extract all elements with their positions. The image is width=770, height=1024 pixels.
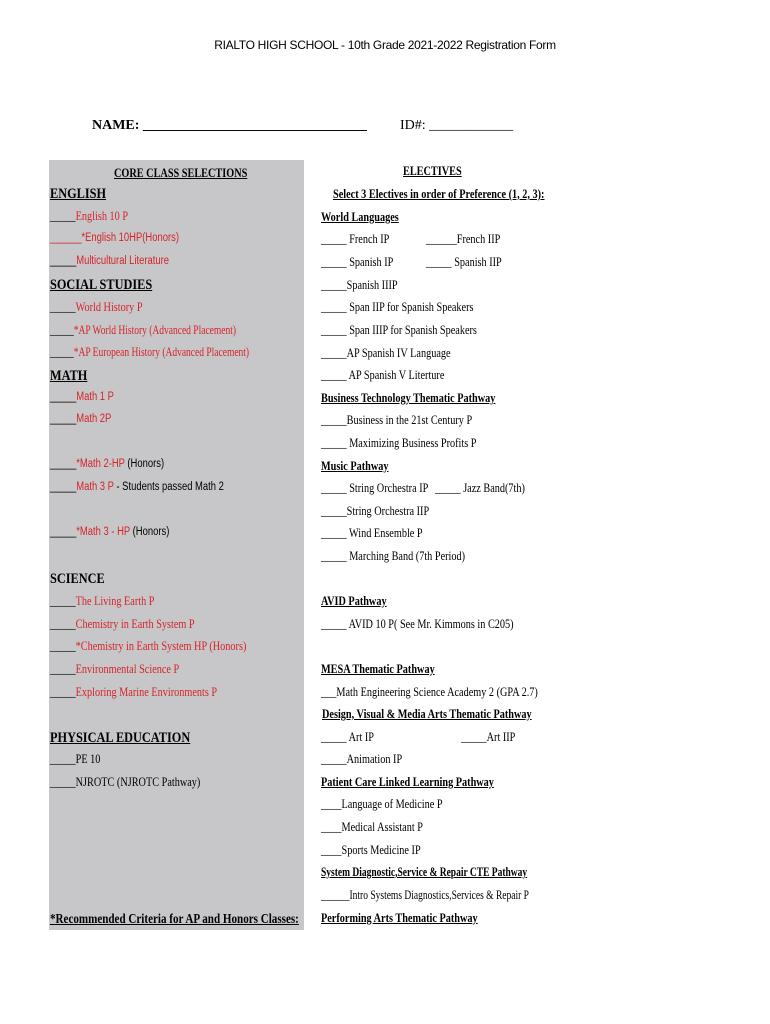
social-option[interactable]: _____World History P	[50, 300, 143, 314]
performing-arts-pathway-header: Performing Arts Thematic Pathway	[321, 911, 478, 925]
elective-option[interactable]: _____Spanish IIIP	[321, 278, 398, 292]
elective-option[interactable]: ____Sports Medicine IP	[321, 843, 421, 857]
elective-option[interactable]: _____ Span IIP for Spanish Speakers	[321, 300, 474, 314]
science-option[interactable]: _____*Chemistry in Earth System HP (Honors)	[50, 639, 247, 653]
music-pathway-header: Music Pathway	[321, 459, 389, 473]
science-option[interactable]: _____Exploring Marine Environments P	[50, 685, 218, 699]
science-option[interactable]: _____Chemistry in Earth System P	[50, 617, 195, 631]
math-option[interactable]: _____*Math 3 - HP (Honors)	[50, 526, 170, 538]
math-option[interactable]: _____*Math 2-HP (Honors)	[50, 458, 165, 470]
elective-option[interactable]: _____AP Spanish IV Language	[321, 346, 451, 360]
pe-header: PHYSICAL EDUCATION	[50, 730, 191, 746]
electives-instruction: Select 3 Electives in order of Preference (1, 2, 3):	[333, 187, 545, 201]
elective-option[interactable]: _____Business in the 21st Century P	[321, 413, 473, 427]
elective-option[interactable]: _____Art IIP	[461, 730, 516, 744]
english-option[interactable]: _____Multicultural Literature	[50, 255, 170, 267]
elective-option[interactable]: _____ AVID 10 P( See Mr. Kimmons in C205)	[321, 617, 514, 631]
elective-option[interactable]: ____Medical Assistant P	[321, 820, 423, 834]
social-option[interactable]: _____*AP European History (Advanced Placement)	[50, 345, 250, 359]
core-heading: CORE CLASS SELECTIONS	[114, 166, 248, 180]
mesa-pathway-header: MESA Thematic Pathway	[321, 662, 435, 676]
elective-option[interactable]: _____Animation IP	[321, 752, 403, 766]
elective-option[interactable]: ______French IIP	[426, 232, 501, 246]
elective-option[interactable]: _____ Marching Band (7th Period)	[321, 549, 466, 563]
patient-care-pathway-header: Patient Care Linked Learning Pathway	[321, 775, 494, 789]
system-diagnostic-pathway-header: System Diagnostic,Service & Repair CTE Pathway	[321, 865, 528, 879]
elective-option[interactable]: _____ String Orchestra IP	[321, 481, 429, 495]
elective-option[interactable]: _____ Wind Ensemble P	[321, 526, 423, 540]
math-option[interactable]: _____Math 3 P - Students passed Math 2	[50, 481, 224, 493]
social-option[interactable]: _____*AP World History (Advanced Placement)	[50, 323, 237, 337]
elective-option[interactable]: _____String Orchestra IIP	[321, 504, 430, 518]
avid-pathway-header: AVID Pathway	[321, 594, 387, 608]
english-option[interactable]: _____English 10 P	[50, 209, 129, 223]
elective-option[interactable]: _____ Maximizing Business Profits P	[321, 436, 477, 450]
electives-heading: ELECTIVES	[403, 164, 462, 178]
science-option[interactable]: _____The Living Earth P	[50, 594, 155, 608]
elective-option[interactable]: _____ Span IIIP for Spanish Speakers	[321, 323, 477, 337]
elective-option[interactable]: ____Language of Medicine P	[321, 797, 443, 811]
math-option[interactable]: _____Math 2P	[50, 413, 112, 425]
pe-option[interactable]: _____PE 10	[50, 752, 101, 766]
recommended-criteria-heading: *Recommended Criteria for AP and Honors Classes:	[50, 911, 299, 926]
elective-option[interactable]: _____ AP Spanish V Literture	[321, 368, 445, 382]
science-option[interactable]: _____Environmental Science P	[50, 662, 180, 676]
world-languages-header: World Languages	[321, 210, 399, 224]
elective-option[interactable]: ___Math Engineering Science Academy 2 (GPA 2.7)	[321, 685, 538, 699]
elective-option[interactable]: _____ Art IP	[321, 730, 374, 744]
business-pathway-header: Business Technology Thematic Pathway	[321, 391, 496, 405]
design-pathway-header: Design, Visual & Media Arts Thematic Pathway	[322, 707, 532, 721]
science-header: SCIENCE	[50, 571, 105, 587]
id-field[interactable]: ID#: ____________	[400, 118, 514, 133]
math-option[interactable]: _____Math 1 P	[50, 391, 114, 403]
elective-option[interactable]: ______Intro Systems Diagnostics,Services & Repair P	[321, 888, 529, 902]
elective-option[interactable]: _____ Spanish IP	[321, 255, 394, 269]
math-header: MATH	[50, 368, 88, 384]
social-studies-header: SOCIAL STUDIES	[50, 277, 153, 293]
page-title: RIALTO HIGH SCHOOL - 10th Grade 2021-2022 Registration Form	[214, 38, 556, 52]
elective-option[interactable]: _____ French IP	[321, 232, 390, 246]
english-header: ENGLISH	[50, 186, 107, 202]
elective-option[interactable]: _____ Jazz Band(7th)	[435, 481, 525, 495]
elective-option[interactable]: _____ Spanish IIP	[426, 255, 502, 269]
name-field[interactable]: NAME: ________________________________	[92, 118, 367, 133]
english-option[interactable]: ______*English 10HP(Honors)	[50, 232, 179, 244]
pe-option[interactable]: _____NJROTC (NJROTC Pathway)	[50, 775, 201, 789]
core-selection-panel	[49, 160, 304, 930]
